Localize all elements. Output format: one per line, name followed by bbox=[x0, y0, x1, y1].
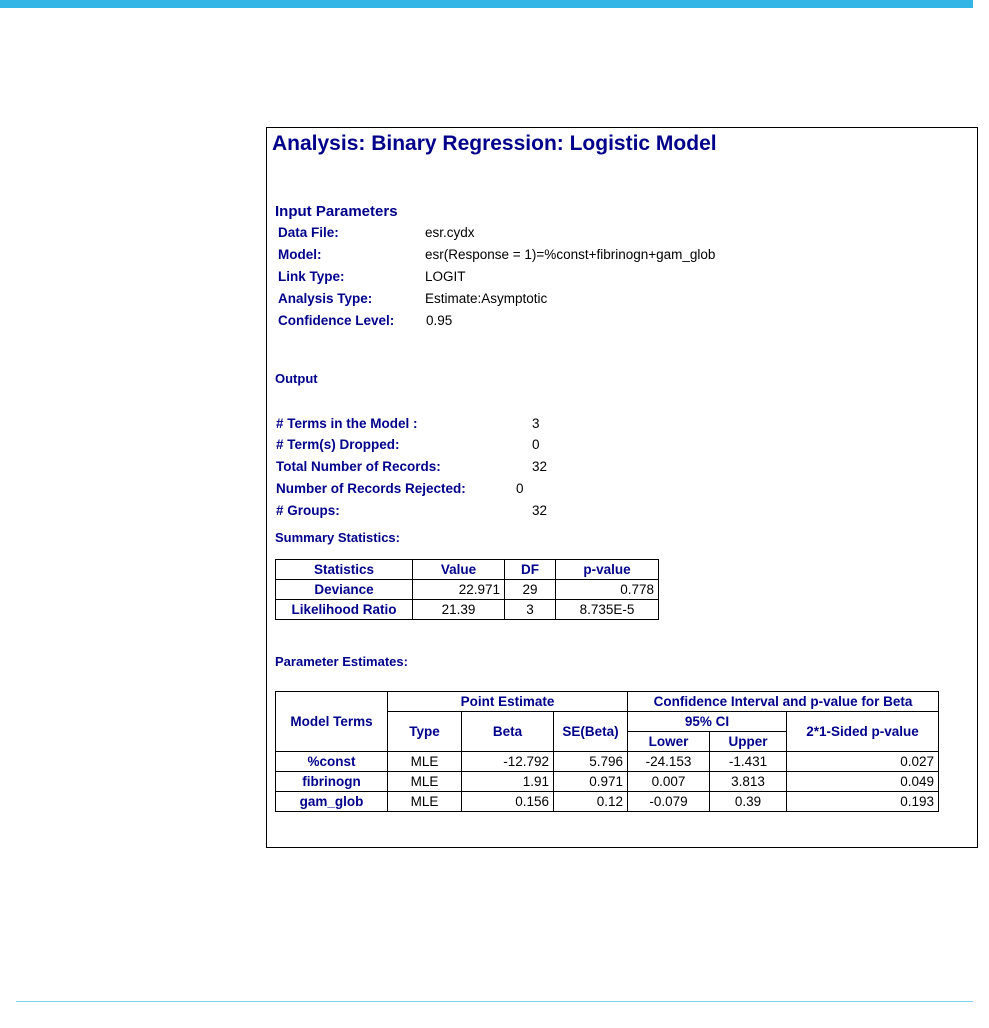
report-panel bbox=[266, 127, 978, 848]
header-type: Type bbox=[388, 712, 462, 752]
confidence-level-value: 0.95 bbox=[426, 313, 453, 328]
term-name: %const bbox=[276, 752, 388, 772]
header-point-estimate: Point Estimate bbox=[388, 692, 628, 712]
header-ci-group: Confidence Interval and p-value for Beta bbox=[628, 692, 939, 712]
output-heading: Output bbox=[275, 371, 318, 386]
term-type: MLE bbox=[388, 772, 462, 792]
groups-value: 32 bbox=[532, 503, 548, 518]
header-se-beta: SE(Beta) bbox=[554, 712, 628, 752]
term-upper: 3.813 bbox=[710, 772, 787, 792]
term-se: 5.796 bbox=[554, 752, 628, 772]
term-se: 0.12 bbox=[554, 792, 628, 812]
table-row bbox=[276, 792, 939, 812]
term-lower: -0.079 bbox=[628, 792, 710, 812]
stat-value: 21.39 bbox=[413, 600, 505, 620]
header-beta: Beta bbox=[462, 712, 554, 752]
table-row bbox=[276, 752, 939, 772]
header-p-value: p-value bbox=[556, 560, 659, 580]
term-type: MLE bbox=[388, 792, 462, 812]
summary-header-row bbox=[276, 560, 659, 580]
header-statistics: Statistics bbox=[276, 560, 413, 580]
stat-p-value: 8.735E-5 bbox=[556, 600, 659, 620]
terms-dropped-label: # Term(s) Dropped: bbox=[276, 437, 400, 452]
link-type-label: Link Type: bbox=[278, 269, 345, 284]
bottom-divider bbox=[16, 1001, 973, 1002]
term-p-value: 0.193 bbox=[787, 792, 939, 812]
table-row bbox=[276, 600, 659, 620]
analysis-type-label: Analysis Type: bbox=[278, 291, 373, 306]
stat-name: Likelihood Ratio bbox=[276, 600, 413, 620]
total-records-value: 32 bbox=[532, 459, 548, 474]
term-upper: 0.39 bbox=[710, 792, 787, 812]
summary-statistics-heading: Summary Statistics: bbox=[275, 530, 400, 545]
header-model-terms: Model Terms bbox=[276, 692, 388, 752]
header-sided-p-value: 2*1-Sided p-value bbox=[787, 712, 939, 752]
terms-dropped-value: 0 bbox=[532, 437, 540, 452]
term-lower: 0.007 bbox=[628, 772, 710, 792]
stat-name: Deviance bbox=[276, 580, 413, 600]
stat-value: 22.971 bbox=[413, 580, 505, 600]
stat-df: 29 bbox=[505, 580, 556, 600]
input-parameters-heading: Input Parameters bbox=[275, 203, 398, 220]
groups-label: # Groups: bbox=[276, 503, 340, 518]
report-title: Analysis: Binary Regression: Logistic Model bbox=[272, 132, 717, 155]
term-beta: 1.91 bbox=[462, 772, 554, 792]
header-ci-95: 95% CI bbox=[628, 712, 787, 732]
parameter-estimates-heading: Parameter Estimates: bbox=[275, 654, 408, 669]
term-name: gam_glob bbox=[276, 792, 388, 812]
term-upper: -1.431 bbox=[710, 752, 787, 772]
records-rejected-value: 0 bbox=[516, 481, 524, 496]
header-df: DF bbox=[505, 560, 556, 580]
term-beta: 0.156 bbox=[462, 792, 554, 812]
records-rejected-label: Number of Records Rejected: bbox=[276, 481, 466, 496]
header-lower: Lower bbox=[628, 732, 710, 752]
confidence-level-label: Confidence Level: bbox=[278, 313, 395, 328]
model-value: esr(Response = 1)=%const+fibrinogn+gam_glob bbox=[425, 247, 716, 262]
term-lower: -24.153 bbox=[628, 752, 710, 772]
terms-in-model-label: # Terms in the Model : bbox=[276, 416, 418, 431]
term-type: MLE bbox=[388, 752, 462, 772]
parameter-estimates-table bbox=[275, 691, 939, 812]
data-file-label: Data File: bbox=[278, 225, 339, 240]
term-se: 0.971 bbox=[554, 772, 628, 792]
term-p-value: 0.027 bbox=[787, 752, 939, 772]
summary-statistics-table bbox=[275, 559, 659, 620]
total-records-label: Total Number of Records: bbox=[276, 459, 441, 474]
term-beta: -12.792 bbox=[462, 752, 554, 772]
header-value: Value bbox=[413, 560, 505, 580]
link-type-value: LOGIT bbox=[425, 269, 466, 284]
data-file-value: esr.cydx bbox=[425, 225, 475, 240]
stat-p-value: 0.778 bbox=[556, 580, 659, 600]
term-name: fibrinogn bbox=[276, 772, 388, 792]
term-p-value: 0.049 bbox=[787, 772, 939, 792]
params-header-row-1 bbox=[276, 692, 939, 712]
analysis-type-value: Estimate:Asymptotic bbox=[425, 291, 548, 306]
terms-in-model-value: 3 bbox=[532, 416, 540, 431]
top-accent-bar bbox=[0, 0, 973, 8]
table-row bbox=[276, 580, 659, 600]
stat-df: 3 bbox=[505, 600, 556, 620]
model-label: Model: bbox=[278, 247, 322, 262]
header-upper: Upper bbox=[710, 732, 787, 752]
table-row bbox=[276, 772, 939, 792]
